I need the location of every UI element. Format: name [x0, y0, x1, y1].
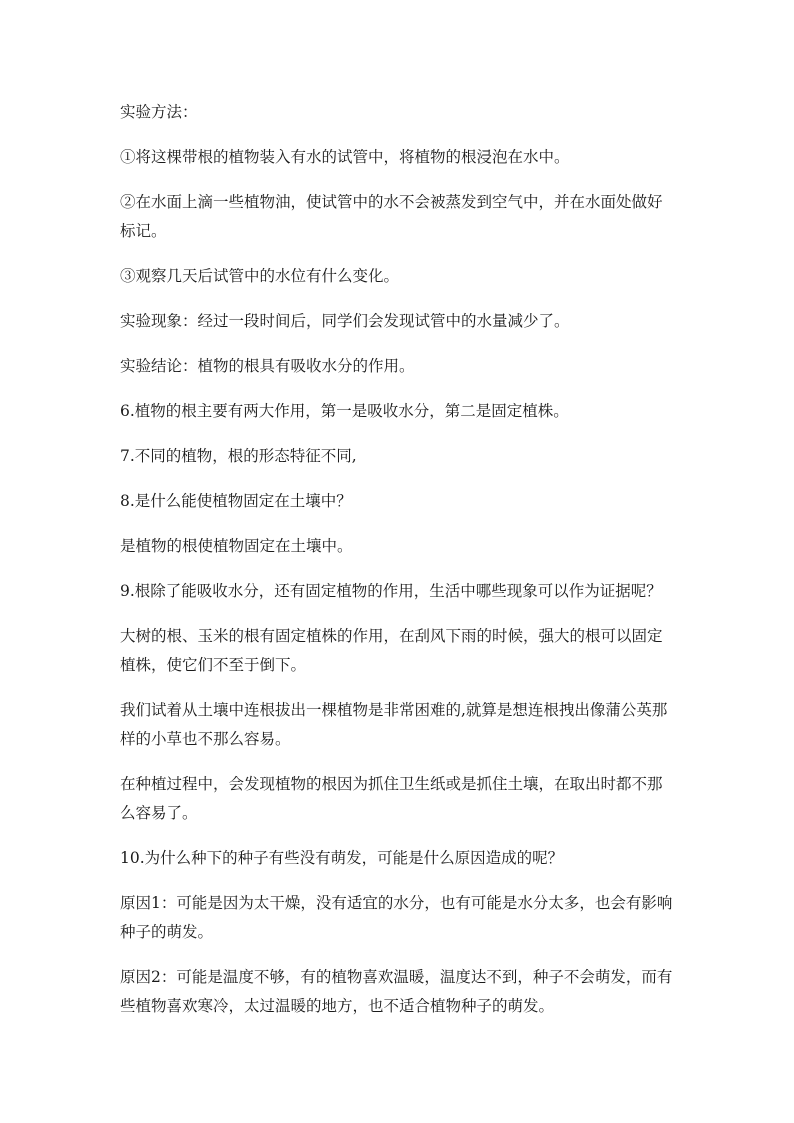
answer-9-evidence-3: 在种植过程中，会发现植物的根因为抓住卫生纸或是抓住土壤，在取出时都不那么容易了。	[120, 775, 663, 822]
answer-9-evidence-2: 我们试着从土壤中连根拔出一棵植物是非常困难的,就算是想连根拽出像蒲公英那样的小草也不那么容易。	[120, 701, 668, 748]
answer-10-reason-2: 原因2：可能是温度不够，有的植物喜欢温暖，温度达不到，种子不会萌发，而有些植物喜欢寒冷，太过温暖的地方，也不适合植物种子的萌发。	[120, 968, 673, 1015]
answer-9-evidence-1: 大树的根、玉米的根有固定植株的作用，在刮风下雨的时候，强大的根可以固定植株，使它们不至于倒下。	[120, 627, 663, 674]
question-8: 8.是什么能使植物固定在土壤中？	[120, 492, 352, 510]
method-step-1: ①将这棵带根的植物装入有水的试管中，将植物的根浸泡在水中。	[120, 148, 570, 166]
answer-10-reason-1: 原因1：可能是因为太干燥，没有适宜的水分，也有可能是水分太多，也会有影响种子的萌发。	[120, 894, 673, 941]
question-7: 7.不同的植物，根的形态特征不同,	[120, 447, 357, 465]
method-step-2: ②在水面上滴一些植物油，使试管中的水不会被蒸发到空气中，并在水面处做好标记。	[120, 193, 663, 240]
question-10: 10.为什么种下的种子有些没有萌发，可能是什么原因造成的呢？	[120, 849, 564, 867]
method-step-3: ③观察几天后试管中的水位有什么变化。	[120, 267, 400, 285]
answer-8: 是植物的根使植物固定在土壤中。	[120, 537, 353, 555]
document-body	[120, 98, 676, 1037]
method-heading: 实验方法：	[120, 103, 198, 121]
question-6: 6.植物的根主要有两大作用，第一是吸收水分，第二是固定植株。	[120, 402, 569, 420]
experiment-phenomenon: 实验现象：经过一段时间后，同学们会发现试管中的水量减少了。	[120, 312, 570, 330]
question-9: 9.根除了能吸收水分，还有固定植物的作用，生活中哪些现象可以作为证据呢？	[120, 582, 662, 600]
experiment-conclusion: 实验结论：植物的根具有吸收水分的作用。	[120, 357, 415, 375]
